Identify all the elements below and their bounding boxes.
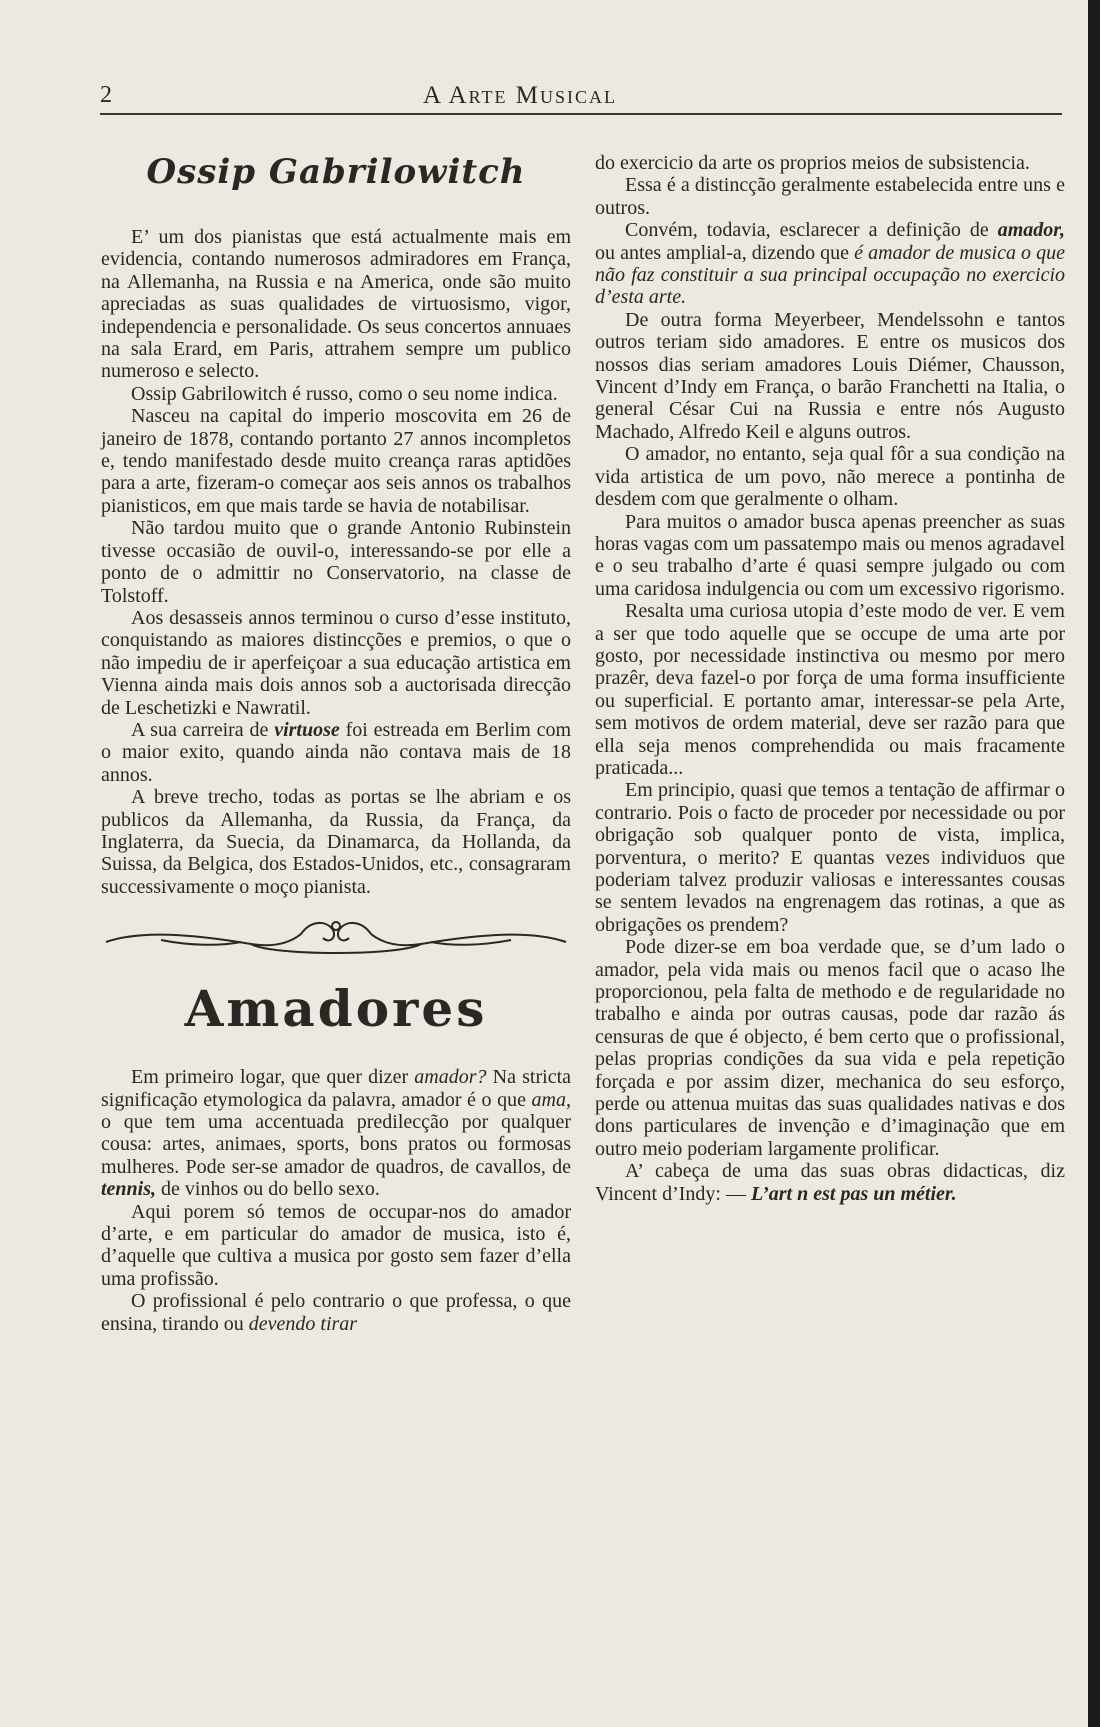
article-title-ossip: Ossip Gabrilowitch bbox=[146, 152, 526, 192]
italic-definition: é amador de musica o que não faz constituir a sua principal occupação no exercicio d’esta arte. bbox=[595, 241, 1065, 309]
page-edge-shadow bbox=[1088, 0, 1100, 1727]
amadores-paragraph bbox=[595, 219, 1065, 309]
italic-term: amador? bbox=[414, 1066, 487, 1089]
text-span: foi estreada em Berlim com o maior exito, quando ainda não contava mais de 18 annos. bbox=[101, 718, 572, 786]
text-span: o que tem uma accentuada predilecção por qualquer cousa: artes, animaes, sports, bons pratos ou formosas mulheres. Pode ser-se amador de quadros, de cavallos, de bbox=[101, 1111, 571, 1178]
ossip-paragraph: E’ um dos pianistas que está actualmente mais em evidencia, contando numerosos admiradores em França, na Allemanha, na Russia e na America, onde são muito apreciadas as suas qualidades de virtuosismo, vigor, independencia e personalidade. Os seus concertos annuaes na sala Erard, em Paris, attrahem sempre um publico numeroso e selecto. bbox=[101, 226, 571, 383]
page-number: 2 bbox=[100, 82, 112, 108]
text-span: Na stricta significação etymologica da palavra, amador é o que bbox=[101, 1066, 571, 1111]
italic-quote: L’art n est pas un métier. bbox=[751, 1182, 957, 1205]
ossip-paragraph bbox=[101, 719, 571, 786]
text-span: de vinhos ou do bello sexo. bbox=[161, 1178, 380, 1201]
ossip-paragraph: Ossip Gabrilowitch é russo, como o seu nome indica. bbox=[131, 382, 558, 405]
amadores-paragraph: Aqui porem só temos de occupar-nos do amador d’arte, e em particular do amador de musica, isto é, d’aquelle que cultiva a musica por gosto sem fazer d’ella uma profissão. bbox=[101, 1200, 571, 1290]
text-span: A sua carreira de bbox=[131, 718, 269, 741]
ornamental-divider bbox=[101, 912, 571, 964]
ossip-paragraph: Nasceu na capital do imperio moscovita em 26 de janeiro de 1878, contando portanto 27 annos incompletos e, tendo manifestado desde muito creança raras aptidões para a arte, fizeram-o começar aos seis annos os trabalhos pianisticos, em que mais tarde se havia de notabilisar. bbox=[101, 405, 571, 517]
amadores-paragraph bbox=[595, 1160, 1065, 1205]
amadores-paragraph: De outra forma Meyerbeer, Mendelssohn e tantos outros teriam sido amadores. E entre os musicos dos nossos dias seriam amadores Louis Diémer, Chausson, Vincent d’Indy em França, o barão Franchetti na Italia, o general César Cui na Russia e entre nós Augusto Machado, Alfredo Keil e alguns outros. bbox=[595, 308, 1065, 443]
italic-term: amador, bbox=[997, 219, 1065, 242]
amadores-paragraph bbox=[101, 1290, 571, 1335]
amadores-paragraph-continued: do exercicio da arte os proprios meios de subsistencia. bbox=[595, 152, 1030, 174]
amadores-paragraph: Pode dizer-se em boa verdade que, se d’um lado o amador, pela vida mais ou menos facil que o acaso lhe proporcionou, pela falta de methodo e de regularidade no trabalho e ainda por outras causas, pode dar razão ás censuras de que é objecto, é bem certo que o profissional, pelas proprias condições da sua vida e pela repetição forçada e por assim dizer, mechanica do seu esforço, perde ou attenua muitas das suas qualidades nativas e dos dons particulares de invenção e d’imaginação que em outro meio poderiam largamente prolificar. bbox=[595, 936, 1065, 1160]
text-span: O profissional é pelo contrario o que professa, o que ensina, tirando ou bbox=[101, 1290, 571, 1335]
amadores-paragraph: Essa é a distincção geralmente estabelecida entre uns e outros. bbox=[595, 174, 1065, 219]
amadores-paragraph: Em principio, quasi que temos a tentação de affirmar o contrario. Pois o facto de proceder por necessidade ou por obrigação sob qualquer ponto de vista, implica, porventura, o merito? E quantas vezes individuos que poderiam talvez produzir valiosas e interessantes cousas se sentem levados na engrenagem das rotinas, a que as obrigações os prendem? bbox=[595, 779, 1065, 936]
text-span: Convém, todavia, esclarecer a definição de bbox=[625, 219, 989, 242]
italic-term: virtuose bbox=[274, 718, 340, 741]
amadores-paragraph: Resalta uma curiosa utopia d’este modo de ver. E vem a ser que todo aquelle que se occupe de uma arte por gosto, por necessidade instinctiva ou mesmo por mero prazêr, deva fazel-o por força de uma forma insufficiente ou superficial. E portanto amar, interessar-se pela Arte, sem motivos de ordem material, deve ser razão para que ella seja menos comprehendida ou mais fracamente praticada... bbox=[595, 600, 1065, 779]
ossip-paragraph: Não tardou muito que o grande Antonio Rubinstein tivesse occasião de ouvil-o, interessando-se por elle a ponto de o admittir no Conservatorio, na classe de Tolstoff. bbox=[101, 517, 571, 607]
text-span: Em primeiro logar, que quer dizer bbox=[131, 1066, 409, 1089]
amadores-paragraph: O amador, no entanto, seja qual fôr a sua condição na vida artistica de um povo, não merece a pontinha de desdem com que geralmente o olham. bbox=[595, 443, 1065, 511]
left-column bbox=[101, 152, 571, 1335]
italic-term: devendo tirar bbox=[248, 1312, 358, 1335]
amadores-paragraph bbox=[101, 1066, 571, 1200]
header-rule bbox=[100, 113, 1062, 115]
amadores-paragraph: Para muitos o amador busca apenas preencher as suas horas vagas com um passatempo mais ou menos agradavel e o seu trabalho d’arte é quasi sempre julgado ou com uma caridosa indulgencia ou com um excessivo rigorismo. bbox=[595, 510, 1065, 600]
article-title-amadores: Amadores bbox=[184, 979, 488, 1039]
running-head-title: A Arte Musical bbox=[423, 82, 617, 109]
italic-term: ama, bbox=[531, 1088, 571, 1111]
text-span: ou antes amplial-a, dizendo que bbox=[595, 241, 850, 264]
ossip-paragraph: A breve trecho, todas as portas se lhe abriam e os publicos da Allemanha, da Russia, da França, da Inglaterra, da Suecia, da Dinamarca, da Hollanda, da Suissa, da Belgica, dos Estados-Unidos, etc., consagraram successivamente o moço pianista. bbox=[101, 786, 571, 898]
ossip-paragraph: Aos desasseis annos terminou o curso d’esse instituto, conquistando as maiores distincções e premios, o que o não impediu de ir aperfeiçoar a sua educação artistica em Vienna ainda mais dois annos sob a auctorisada direcção de Leschetizki e Nawratil. bbox=[101, 606, 571, 719]
text-span: A’ cabeça de uma das suas obras didacticas, diz Vincent d’Indy: — bbox=[595, 1160, 1065, 1205]
italic-term: tennis, bbox=[101, 1178, 157, 1201]
right-column bbox=[595, 152, 1065, 1205]
